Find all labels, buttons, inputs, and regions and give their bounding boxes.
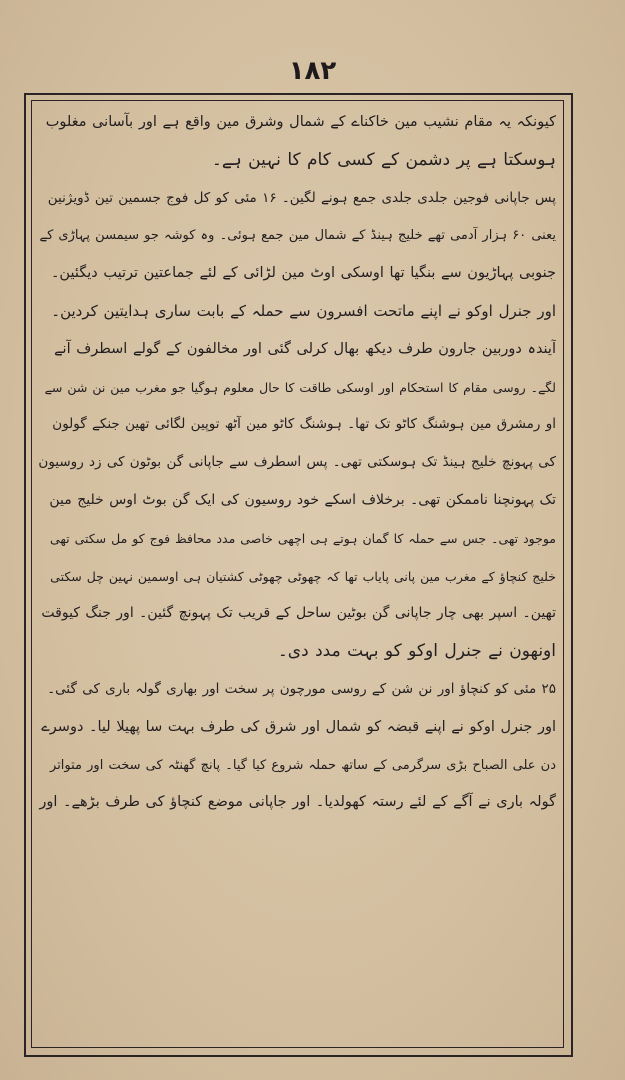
text-line: جنوبی پہاڑیون سے بنگیا تھا اوسکی اوٹ مین لڑائی کے لئے جماعتین ترتیب دیگئین۔: [50, 265, 556, 282]
text-line: او رمشرق مین ہوشنگ کاٹو تک تھا۔ ہوشنگ کاٹو مین آٹھ توپین لگائی تھین جنکے گولون: [52, 416, 556, 433]
text-line: کی پہونچ خلیج ہینڈ تک ہوسکتی تھی۔ پس اسطرف سے جاپانی گن بوٹون کی زد روسیون: [38, 454, 556, 471]
text-line: کیونکہ یہ مقام نشیب مین خاکناے کے شمال وشرق مین واقع ہے اور بآسانی مغلوب: [45, 114, 556, 130]
text-line: تک پہونچنا ناممکن تھی۔ برخلاف اسکے خود روسیون کی ایک گن بوٹ اوس خلیج مین: [49, 491, 556, 508]
text-line: دن علی الصباح بڑی سرگرمی کے ساتھ حملہ شروع کیا گیا۔ پانچ گھنٹہ کی سخت اور متواتر: [50, 757, 556, 773]
text-body: [38, 104, 556, 1040]
text-line: تھین۔ اسپر بھی چار جاپانی گن بوٹین ساحل کے قریب تک پہونچ گئین۔ اور جنگ کیوقت: [41, 605, 556, 622]
text-line: ہوسکتا ہے پر دشمن کے کسی کام کا نہین ہے۔: [211, 149, 556, 170]
text-line: لگے۔ روسی مقام کا استحکام اور اوسکی طاقت کا حال معلوم ہوگیا جو مغرب مین نن شن سے: [44, 379, 556, 395]
text-line: موجود تھی۔ جس سے حملہ کا گمان ہوتے ہی اچھی خاصی مدد محافظ فوج کو مل سکتی تھی: [49, 530, 556, 546]
text-line: یعنی ۶۰ ہزار آدمی تھے خلیج ہینڈ کے شمال مین جمع ہوئی۔ وہ کوشہ جو سیمسن پہاڑی کے: [39, 228, 556, 244]
text-line: آیندہ دوربین جارون طرف دیکھ بھال کرلی گئی اور مخالفون کے گولے اسطرف آنے: [54, 340, 556, 357]
page-number: ۱۸۲: [288, 56, 337, 86]
text-line: پس جاپانی فوجین جلدی جلدی جمع ہونے لگین۔ ۱۶ مئی کو کل فوج جسمین تین ڈویژنین: [47, 189, 556, 206]
text-line: اور جنرل اوکو نے اپنے ماتحت افسرون سے حملہ کے بابت ساری ہدایتین کردین۔: [51, 301, 556, 320]
text-line: اور جنرل اوکو نے اپنے قبضہ کو شمال اور شرق کی طرف بہت سا پھیلا لیا۔ دوسرے: [41, 718, 556, 735]
text-line: گولہ باری نے آگے کے لئے رستہ کھولدیا۔ اور جاپانی موضع کنچاؤ کی طرف بڑھے۔ اور: [39, 794, 556, 811]
text-line: خلیج کنچاؤ کے مغرب مین پانی پایاب تھا کہ چھوٹی چھوٹی کشتیان ہی اوسمین نہین چل سکتی: [50, 568, 556, 584]
text-line: اونھون نے جنرل اوکو کو بہت مدد دی۔: [277, 641, 556, 662]
text-line: ۲۵ مئی کو کنچاؤ اور نن شن کے روسی مورچون پر سخت اور بھاری گولہ باری کی گئی۔: [47, 680, 556, 697]
